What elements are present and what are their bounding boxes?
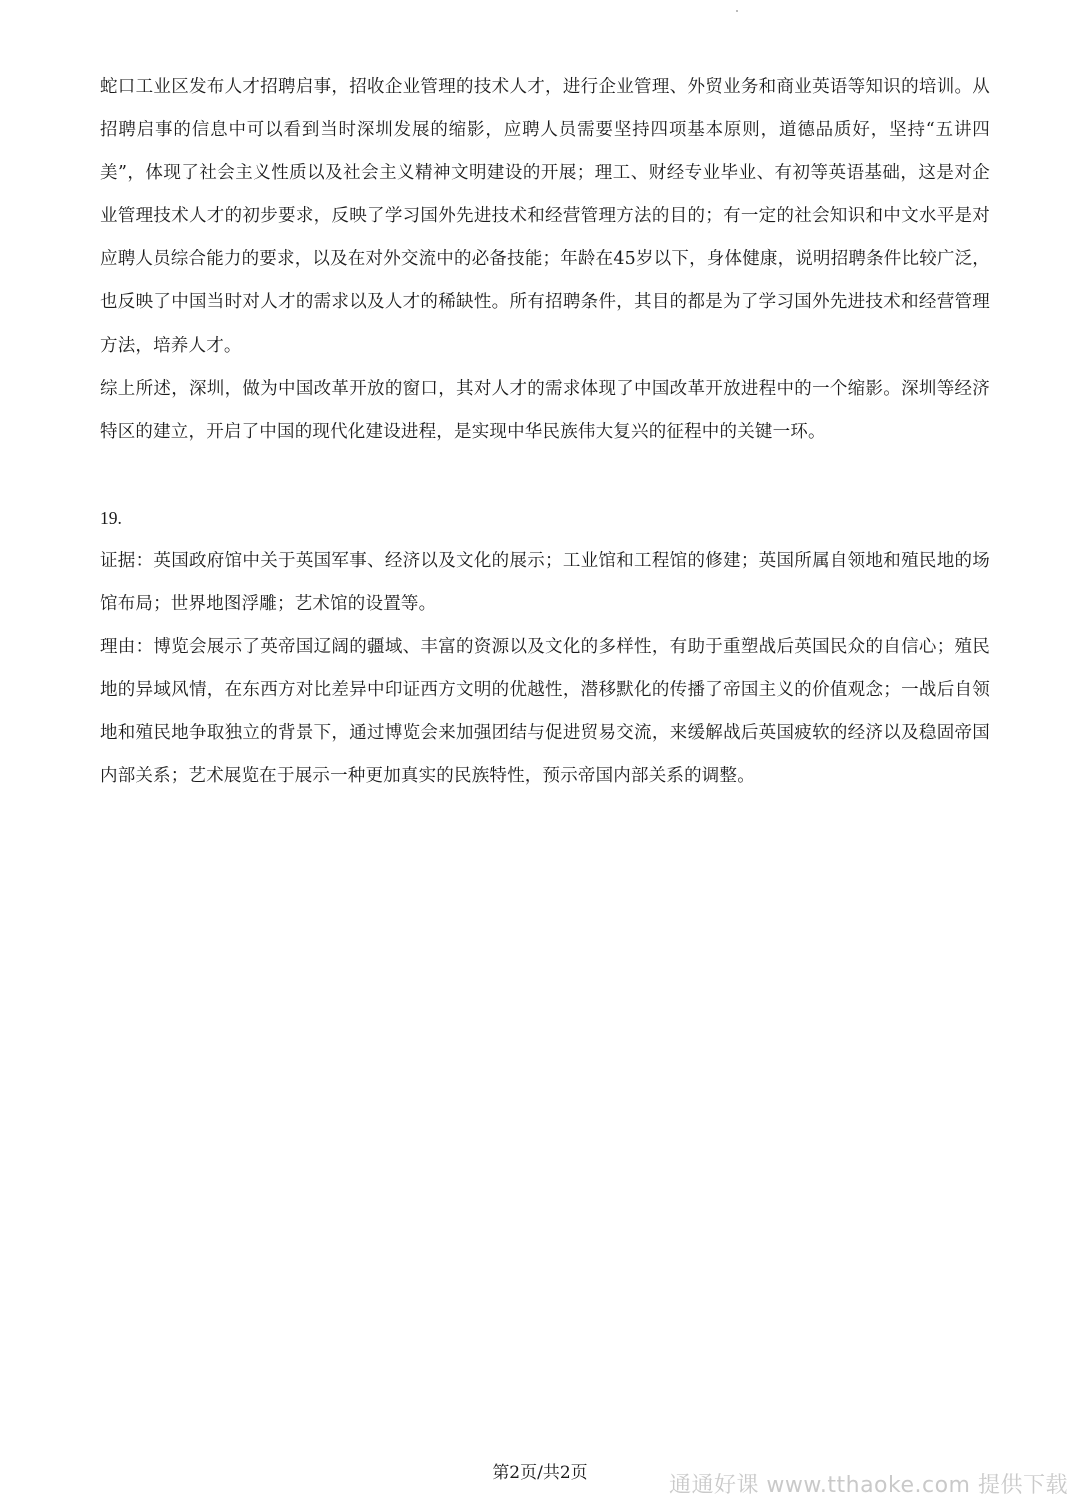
document-body bbox=[100, 66, 990, 799]
page-footer: 第2页/共2页 bbox=[492, 1463, 588, 1483]
paragraph-summary: 综上所述，深圳，做为中国改革开放的窗口，其对人才的需求体现了中国改革开放进程中的一个缩影。深圳等经济特区的建立，开启了中国的现代化建设进程，是实现中华民族伟大复兴的征程中的关键一环。 bbox=[100, 378, 990, 442]
scan-speck bbox=[736, 10, 738, 12]
watermark-text: 通通好课 www.tthaoke.com 提供下载 bbox=[668, 1473, 1068, 1498]
question-number: 19. bbox=[100, 507, 122, 528]
section-gap bbox=[100, 454, 990, 497]
paragraph-reasons: 理由：博览会展示了英帝国辽阔的疆域、丰富的资源以及文化的多样性，有助于重塑战后英国民众的自信心；殖民地的异域风情，在东西方对比差异中印证西方文明的优越性，潜移默化的传播了帝国主义的价值观念；一战后自领地和殖民地争取独立的背景下，通过博览会来加强团结与促进贸易交流，来缓解战后英国疲软的经济以及稳固帝国内部关系；艺术展览在于展示一种更加真实的民族特性，预示帝国内部关系的调整。 bbox=[100, 637, 990, 787]
paragraph-evidence: 证据：英国政府馆中关于英国军事、经济以及文化的展示；工业馆和工程馆的修建；英国所属自领地和殖民地的场馆布局；世界地图浮雕；艺术馆的设置等。 bbox=[100, 550, 990, 615]
paragraph-recruitment-analysis: 蛇口工业区发布人才招聘启事，招收企业管理的技术人才，进行企业管理、外贸业务和商业英语等知识的培训。从招聘启事的信息中可以看到当时深圳发展的缩影，应聘人员需要坚持四项基本原则，道德品质好，坚持“五讲四美”，体现了社会主义性质以及社会主义精神文明建设的开展；理工、财经专业毕业、有初等英语基础，这是对企业管理技术人才的初步要求，反映了学习国外先进技术和经营管理方法的目的；有一定的社会知识和中文水平是对应聘人员综合能力的要求，以及在对外交流中的必备技能；年龄在45岁以下，身体健康，说明招聘条件比较广泛，也反映了中国当时对人才的需求以及人才的稀缺性。所有招聘条件，其目的都是为了学习国外先进技术和经营管理方法，培养人才。 bbox=[100, 77, 990, 356]
